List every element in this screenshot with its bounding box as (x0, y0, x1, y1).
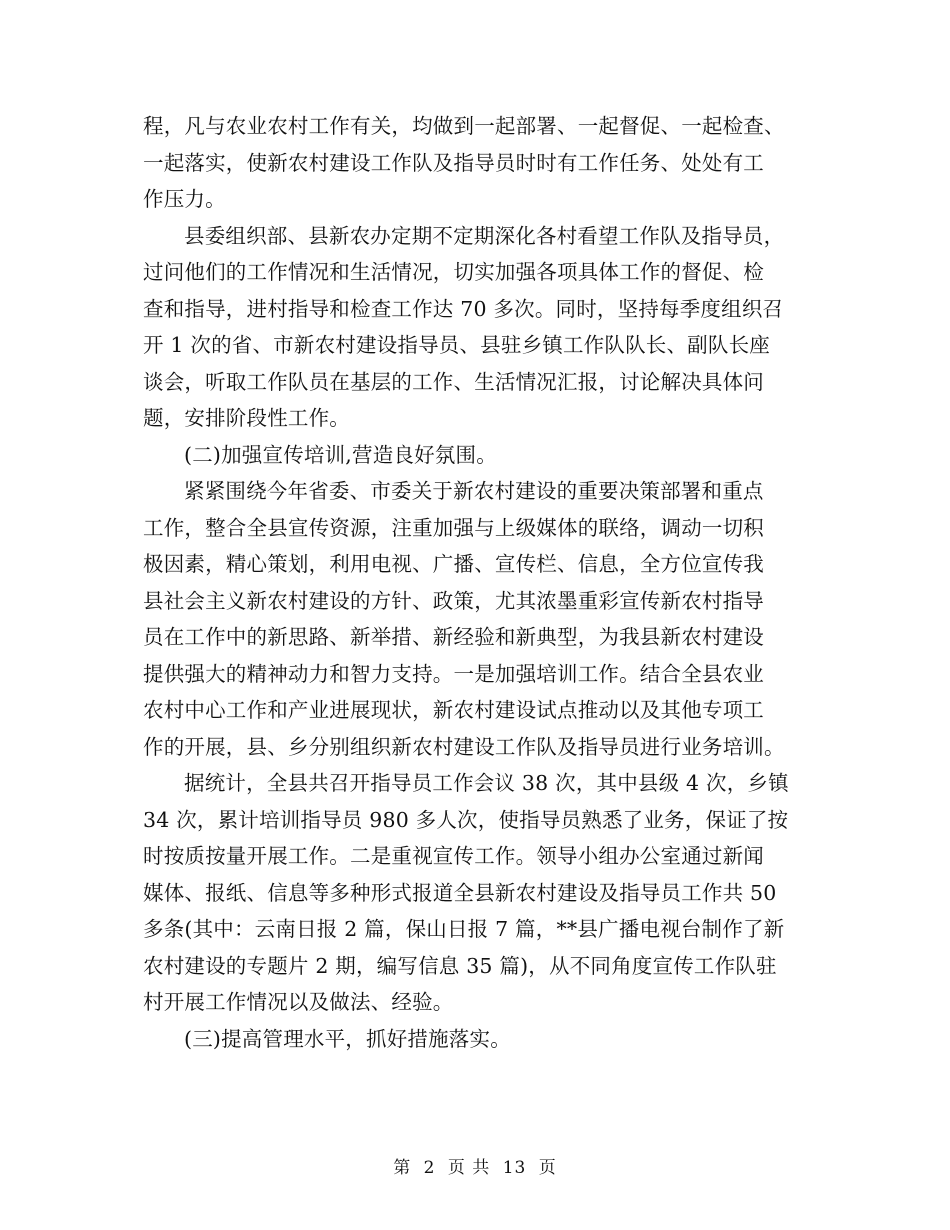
text-line: 村开展工作情况以及做法、经验。 (143, 990, 454, 1014)
paragraph (143, 218, 807, 437)
text-line: 开 1 次的省、市新农村建设指导员、县驻乡镇工作队队长、副队长座 (143, 333, 770, 357)
document-body (143, 108, 807, 1057)
text-line: 县社会主义新农村建设的方针、政策，尤其浓墨重彩宣传新农村指导 (143, 588, 764, 613)
text-line: 一起落实，使新农村建设工作队及指导员时时有工作任务、处处有工 (143, 150, 764, 175)
text-line: (二)加强宣传培训,营造良好氛围。 (184, 442, 497, 467)
text-line: 过问他们的工作情况和生活情况，切实加强各项具体工作的督促、检 (143, 260, 764, 284)
paragraph (143, 437, 807, 474)
text-line: 农村中心工作和产业进展现状，新农村建设试点推动以及其他专项工 (143, 698, 764, 722)
text-line: 据统计，全县共召开指导员工作会议 38 次，其中县级 4 次，乡镇 (184, 771, 789, 795)
text-line: 紧紧围绕今年省委、市委关于新农村建设的重要决策部署和重点 (184, 479, 764, 503)
paragraph (143, 108, 807, 218)
text-line: 县委组织部、县新农办定期不定期深化各村看望工作队及指导员， (184, 223, 785, 248)
text-line: 时按质按量开展工作。二是重视宣传工作。领导小组办公室通过新闻 (143, 844, 764, 868)
paragraph (143, 473, 807, 765)
paragraph (143, 765, 807, 1021)
paragraph (143, 1021, 807, 1058)
text-line: 作压力。 (143, 187, 226, 211)
text-line: 题，安排阶段性工作。 (143, 406, 350, 430)
text-line: 谈会，听取工作队员在基层的工作、生活情况汇报，讨论解决具体问 (143, 369, 764, 394)
text-line: 34 次，累计培训指导员 980 多人次，使指导员熟悉了业务，保证了按 (143, 807, 789, 832)
text-line: 作的开展，县、乡分别组织新农村建设工作队及指导员进行业务培训。 (143, 734, 785, 759)
text-line: 极因素，精心策划，利用电视、广播、宣传栏、信息，全方位宣传我 (143, 552, 764, 576)
text-line: 多条(其中：云南日报 2 篇，保山日报 7 篇，**县广播电视台制作了新 (143, 917, 785, 941)
text-line: 程，凡与农业农村工作有关，均做到一起部署、一起督促、一起检查、 (143, 114, 785, 138)
footer-middle: 页 共 (447, 1158, 491, 1178)
text-line: 查和指导，进村指导和检查工作达 70 多次。同时，坚持每季度组织召 (143, 296, 784, 321)
text-line: (三)提高管理水平，抓好措施落实。 (184, 1026, 511, 1051)
current-page-number: 2 (423, 1158, 436, 1178)
text-line: 提供强大的精神动力和智力支持。一是加强培训工作。结合全县农业 (143, 661, 764, 686)
text-line: 工作，整合全县宣传资源，注重加强与上级媒体的联络，调动一切积 (143, 515, 764, 540)
text-line: 媒体、报纸、信息等多种形式报道全县新农村建设及指导员工作共 50 (143, 880, 777, 905)
total-pages-number: 13 (502, 1158, 527, 1178)
page-footer (0, 1153, 950, 1178)
text-line: 员在工作中的新思路、新举措、新经验和新典型，为我县新农村建设 (143, 625, 764, 649)
footer-suffix: 页 (538, 1158, 557, 1178)
text-line: 农村建设的专题片 2 期，编写信息 35 篇)，从不同角度宣传工作队驻 (143, 953, 777, 978)
footer-prefix: 第 (393, 1158, 412, 1178)
